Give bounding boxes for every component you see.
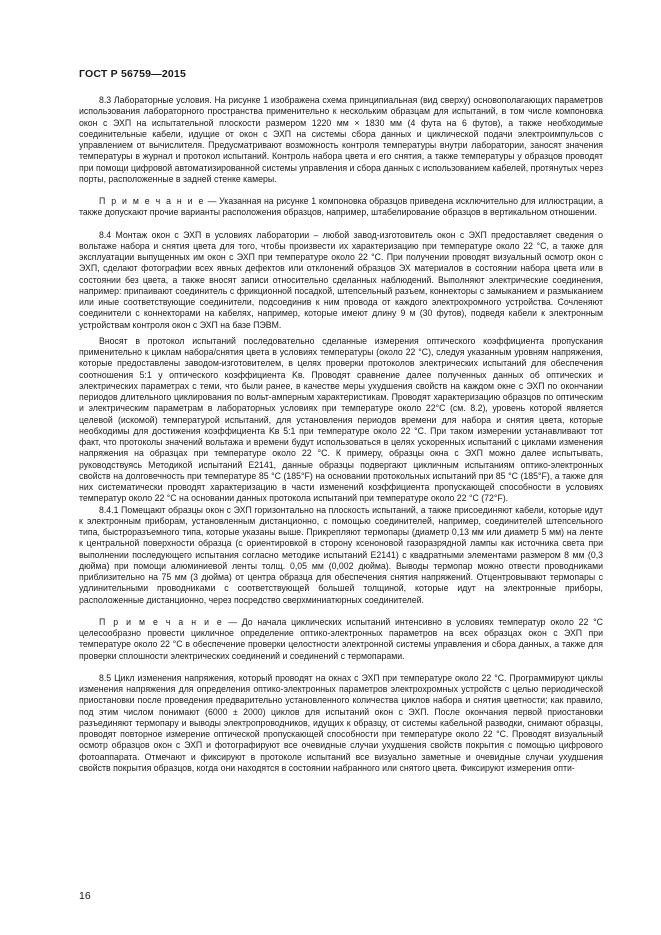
note-1 <box>79 196 603 219</box>
note-1-text: — Указанная на рисунке 1 компоновка образцов приведена исключительно для иллюстрации, а также допускают прочие варианты расположения образцов, например, штабелирование образцов в вертикальном отношении. <box>79 196 603 218</box>
note-1-label: П р и м е ч а н и е <box>99 196 205 206</box>
paragraph-8-4-continued: Вносят в протокол испытаний последовательно сделанные измерения оптического коэффициента пропускания применительно к циклам набора/снятия цвета в условиях температуры (около 22 °С), следуя указанным уровням напряжения, которые предоставлены заводом-изготовителем, в целях проверки протоколов электрических испытаний для обеспечения соотношения 5:1 у оптического коэффициента Kв. Проводят сравнение далее полученных данных об оптических и электрических параметрах с теми, что были ранее, в качестве меры ухудшения свойств на каждом окне с ЭХП по окончании периодов длительного циклирования по вольт-амперным характеристикам. Проводят характеризацию образцов по оптическим и электрическим параметрам в лабораторных условиях при температуре около 22°С (см. 8.2), уровень которой является целевой (искомой) температурой испытаний, для установления периодов времени для набора и снятия цвета, которые необходимы для достижения коэффициента Kв 5:1 при температуре около 22 °С. При таком измерении устанавливают тот факт, что протоколы значений вольтажа и времени будут использоваться в целях ускоренных испытаний с циклами изменения напряжения на образцах при температуре около 22 °С. К примеру, образцы окна с ЭХП можно далее испытывать, руководствуясь Методикой испытаний Е2141, данные образцы подвергают цикличным испытаниям оптико-электронных свойств на долговечность при температуре 85 °С (185°F) на основании протокольных испытаний при 85 °С (185°F), а также для них систематически проводят характеризацию в части изменений коэффициента пропускающей способности в условиях температур около 22 °С на основании данных протокола испытаний при температуре около 22 °С (72°F). <box>79 335 603 504</box>
note-2-text: — До начала циклических испытаний интенсивно в условиях температур около 22 °С целесообразно провести цикличное определение оптико-электронных параметров на всех образцах окон с ЭХП при температуре около 22 °С в обеспечение проверки целостности электронной системы управления и сбора данных, а также для проверки сплошности электрических соединений и соединений с термопарами. <box>79 616 603 661</box>
paragraph-8-4: 8.4 Монтаж окон с ЭХП в условиях лаборатории – любой завод-изготовитель окон с ЭХП предоставляет сведения о вольтаже набора и снятия цвета для того, чтобы произвести их характеризацию при температуре около 22 °С, а также для эксплуатации выпущенных им окон с ЭХП при температуре около 22 °С. При получении проводят визуальный осмотр окон с ЭХП, сделают фотографии всех явных дефектов или отклонений образцов ЭХ материалов в состоянии набора цвета или в состоянии без цвета, а также вносят записи относительно сделанных наблюдений. Выполняют электрические соединения, например: припаивают соединитель с фрикционной посадкой, штепсельный разъем, коннекторы с замыканием и размыканием или иные соответствующие соединители, подсоединив к ним провода от каждого электрохромного устройства. Сочленяют соединители с коннекторами на кабелях, например, которые имеют длину 9 м (30 футов), подведя кабели к электронным устройствам контроля окон с ЭХП на базе ПЭВМ. <box>79 229 603 330</box>
note-2 <box>79 617 603 662</box>
paragraph-8-3: 8.3 Лабораторные условия. На рисунке 1 изображена схема принципиальная (вид сверху) основополагающих параметров использования лабораторного пространства применительно к нескольким образцам для испытаний, в том числе компоновка окон с ЭХП на испытательной плоскости размером 1220 мм × 1830 мм (4 фута на 6 футов), а также необходимые соединительные кабели, идущие от окон с ЭХП на системы сбора данных и циклической подачи электроимпульсов с управлением от вычислителя. Предусматривают возможность контроля температуры внутри лаборатории, заносят значения температуры в журнал и протокол испытаний. Контроль набора цвета и его снятия, а также температуры у образцов проводят при помощи цифровой автоматизированной системы управления и сбора данных с использованием кабелей, протянутых через порты, расположенные в задней стенке камеры. <box>79 95 603 184</box>
page-number: 16 <box>79 890 91 902</box>
standard-header: ГОСТ Р 56759—2015 <box>79 68 187 80</box>
note-2-label: П р и м е ч а н и е <box>99 616 224 627</box>
paragraph-8-5: 8.5 Цикл изменения напряжения, который проводят на окнах с ЭХП при температуре около 22 °С. Программируют циклы изменения напряжения для определения оптико-электронных параметров электрохромных устройств с целью периодической приостановки после проведения предварительно установленного количества циклов набора и снятия цветности; как правило, под этим числом понимают (6000 ± 2000) циклов для испытаний окон с ЭХП. После окончания первой приостановки разъединяют термопару и выводы электропроводников, идущих к образцу, от системы кабельной разводки, снимают образцы, проводят повторное измерение оптической пропускающей способности при температуре около 22 °С. Проводят визуальный осмотр образцов окон с ЭХП и фотографируют все очевидные случаи ухудшения свойств покрытия с помощью цифрового фотоаппарата. Отмечают и фиксируют в протоколе испытаний все визуально заметные и очевидные случаи ухудшения свойств покрытия образцов, когда они находятся в состоянии набранного или снятого цвета. Фиксируют измерения опти- <box>79 672 603 773</box>
paragraph-8-4-1: 8.4.1 Помещают образцы окон с ЭХП горизонтально на плоскость испытаний, а также присоединяют кабели, которые идут к электронным приборам, установленным дистанционно, с помощью соединителей, например, соединителей штепсельного типа, быстроразъемного типа, которые указаны выше. Прикрепляют термопары (диаметр 0,13 мм или диаметр 5 мм) на ленте к центральной поверхности образца (с ориентировкой в сторону ксеноновой газоразрядной лампы как источника света при выполнении последующего испытания согласно методике испытаний Е2141) с квадратными элементами размером 8 мм (0,3 дюйма) при помощи алюминиевой ленты толщ. 0,05 мм (0,002 дюйма). Выводы термопар можно отвести проводниками приблизительно на 75 мм (3 дюйма) от центра образца для обеспечения снятия напряжений. Отцентровывают термопары с удлинительными проводниками с соответствующей большей толщиной, которые идут на электронные приборы, расположенные дистанционно, через посредство сверхминиатюрных соединителей. <box>79 504 603 605</box>
